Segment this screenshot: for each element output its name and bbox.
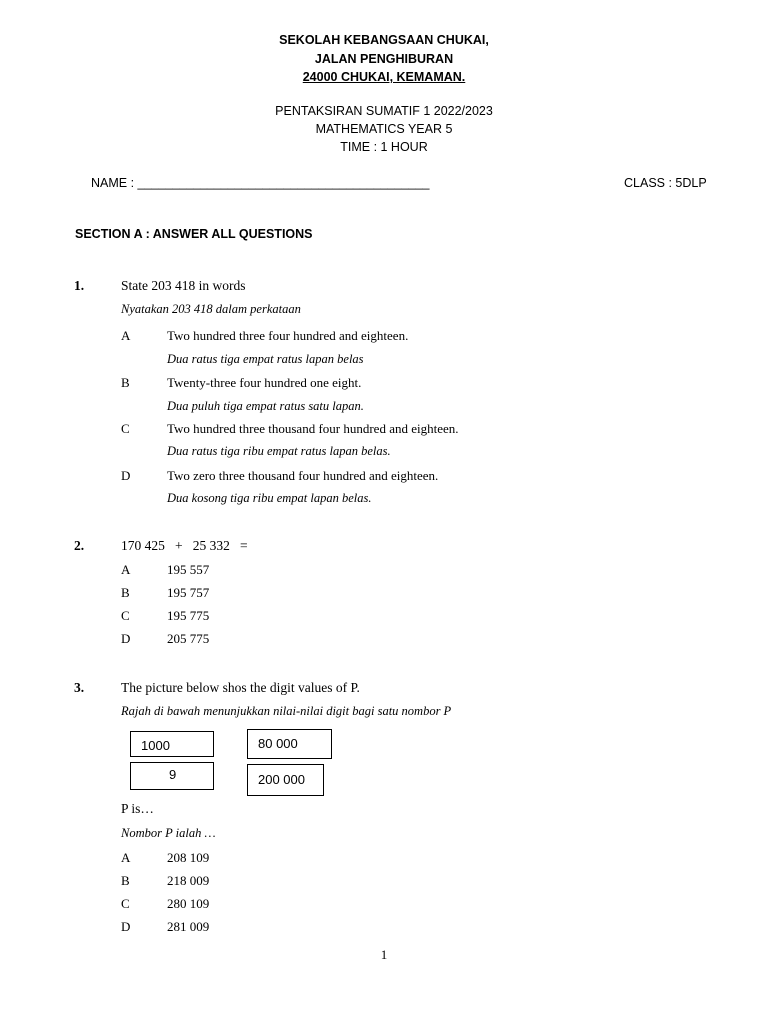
question-prompt: P is… xyxy=(121,801,154,816)
option-text: Twenty-three four hundred one eight. xyxy=(167,375,362,390)
question-number: 3. xyxy=(74,680,85,695)
digit-value-box xyxy=(130,731,214,757)
option-letter: B xyxy=(121,873,130,888)
option-text: 195 757 xyxy=(167,585,210,600)
page-number: 1 xyxy=(380,947,388,962)
digit-value-box xyxy=(130,762,214,790)
assessment-title: PENTAKSIRAN SUMATIF 1 2022/2023 xyxy=(275,104,493,118)
option-letter: B xyxy=(121,375,130,390)
section-title: SECTION A : ANSWER ALL QUESTIONS xyxy=(75,227,313,241)
option-letter: C xyxy=(121,896,130,911)
question-number: 1. xyxy=(74,278,85,293)
question-text: The picture below shos the digit values of P. xyxy=(121,680,360,695)
school-city: 24000 CHUKAI, KEMAMAN. xyxy=(302,70,466,84)
question-prompt-ms: Nombor P ialah … xyxy=(121,826,216,840)
digit-value: 9 xyxy=(169,767,177,782)
option-text: 195 775 xyxy=(167,608,210,623)
option-letter: A xyxy=(121,850,131,865)
school-street: JALAN PENGHIBURAN xyxy=(314,52,454,66)
option-letter: B xyxy=(121,585,130,600)
option-text: 195 557 xyxy=(167,562,210,577)
digit-value-box xyxy=(247,764,324,796)
time-label: TIME : 1 HOUR xyxy=(340,140,428,154)
question-text: State 203 418 in words xyxy=(121,278,246,293)
option-letter: D xyxy=(121,468,131,483)
option-text: Two zero three thousand four hundred and eighteen. xyxy=(167,468,439,483)
digit-value: 200 000 xyxy=(258,772,305,787)
option-text-ms: Dua ratus tiga empat ratus lapan belas xyxy=(167,352,364,366)
option-letter: C xyxy=(121,608,130,623)
class-label: CLASS : 5DLP xyxy=(624,176,707,190)
subject-title: MATHEMATICS YEAR 5 xyxy=(315,122,453,136)
option-letter: D xyxy=(121,919,131,934)
option-text: 281 009 xyxy=(167,919,210,934)
option-text: 280 109 xyxy=(167,896,210,911)
question-number: 2. xyxy=(74,538,85,553)
question-text-ms: Nyatakan 203 418 dalam perkataan xyxy=(121,302,301,316)
option-letter: A xyxy=(121,328,131,343)
option-text-ms: Dua puluh tiga empat ratus satu lapan. xyxy=(167,399,364,413)
option-letter: D xyxy=(121,631,131,646)
option-text: 208 109 xyxy=(167,850,210,865)
option-text: 218 009 xyxy=(167,873,210,888)
option-text: 205 775 xyxy=(167,631,210,646)
question-text-ms: Rajah di bawah menunjukkan nilai-nilai digit bagi satu nombor P xyxy=(121,704,452,718)
option-letter: C xyxy=(121,421,130,436)
question-text: 170 425 + 25 332 = xyxy=(121,538,248,553)
option-letter: A xyxy=(121,562,131,577)
school-name: SEKOLAH KEBANGSAAN CHUKAI, xyxy=(279,33,489,47)
option-text: Two hundred three four hundred and eighteen. xyxy=(167,328,409,343)
option-text-ms: Dua kosong tiga ribu empat lapan belas. xyxy=(167,491,372,505)
digit-value: 1000 xyxy=(141,738,170,753)
digit-value-box xyxy=(247,729,332,759)
name-field: NAME : __________________________________________ xyxy=(91,176,430,190)
option-text: Two hundred three thousand four hundred and eighteen. xyxy=(167,421,459,436)
option-text-ms: Dua ratus tiga ribu empat ratus lapan belas. xyxy=(167,444,391,458)
digit-value: 80 000 xyxy=(258,736,298,751)
